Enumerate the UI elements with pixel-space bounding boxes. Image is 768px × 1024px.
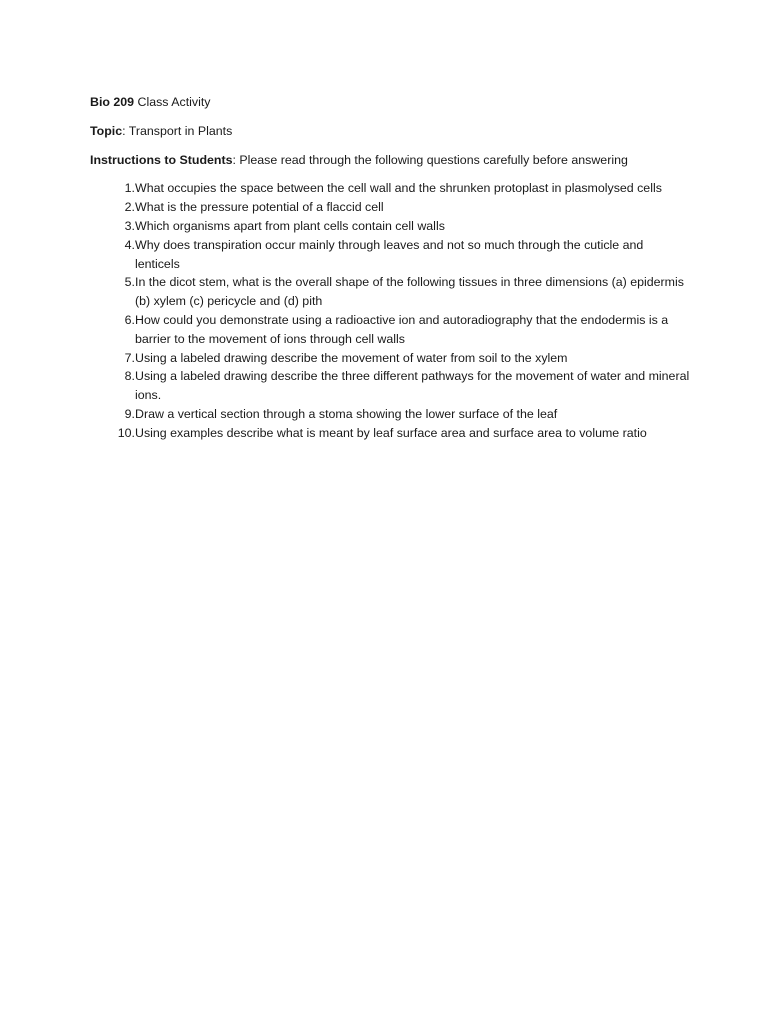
question-number: 1. [124, 181, 135, 196]
question-item [90, 217, 690, 236]
topic-label: Topic [90, 123, 123, 138]
question-item [90, 424, 690, 443]
question-text: Using examples describe what is meant by leaf surface area and surface area to volume ratio [135, 425, 647, 440]
question-text: Which organisms apart from plant cells contain cell walls [135, 218, 445, 233]
question-item [90, 179, 690, 198]
question-number: 6. [124, 312, 135, 327]
question-item [90, 349, 690, 368]
instructions-text: : Please read through the following questions carefully before answering [232, 152, 628, 167]
course-title: Class Activity [134, 95, 211, 109]
question-number: 7. [124, 350, 135, 365]
question-number: 5. [124, 275, 135, 290]
topic-line [90, 122, 690, 141]
question-text: Why does transpiration occur mainly through leaves and not so much through the cuticle and lenticels [135, 237, 644, 271]
question-number: 8. [124, 369, 135, 384]
question-number: 10. [117, 425, 135, 440]
question-item [90, 405, 690, 424]
question-text: In the dicot stem, what is the overall shape of the following tissues in three dimensions (a) epidermis (b) xylem (c) pericycle and (d) pith [135, 275, 684, 309]
question-text: What is the pressure potential of a flaccid cell [135, 200, 384, 215]
questions-list [90, 179, 690, 442]
question-number: 4. [124, 237, 135, 252]
question-item [90, 236, 690, 274]
document-body [90, 93, 690, 443]
instructions-label: Instructions to Students [90, 152, 233, 167]
question-item [90, 311, 690, 349]
instructions-line [90, 151, 690, 170]
question-item [90, 367, 690, 405]
question-text: How could you demonstrate using a radioactive ion and autoradiography that the endodermis is a barrier to the movement of ions through cell walls [135, 312, 669, 346]
course-line [90, 93, 690, 112]
question-text: Draw a vertical section through a stoma showing the lower surface of the leaf [135, 406, 558, 421]
question-text: Using a labeled drawing describe the movement of water from soil to the xylem [135, 350, 568, 365]
question-item [90, 273, 690, 311]
question-item [90, 198, 690, 217]
question-number: 3. [124, 218, 135, 233]
question-number: 9. [124, 406, 135, 421]
course-code: Bio 209 [90, 95, 135, 109]
question-text: Using a labeled drawing describe the three different pathways for the movement of water and mineral ions. [135, 369, 690, 403]
question-text: What occupies the space between the cell wall and the shrunken protoplast in plasmolysed cells [135, 181, 662, 196]
topic-text: : Transport in Plants [122, 123, 233, 138]
question-number: 2. [124, 200, 135, 215]
